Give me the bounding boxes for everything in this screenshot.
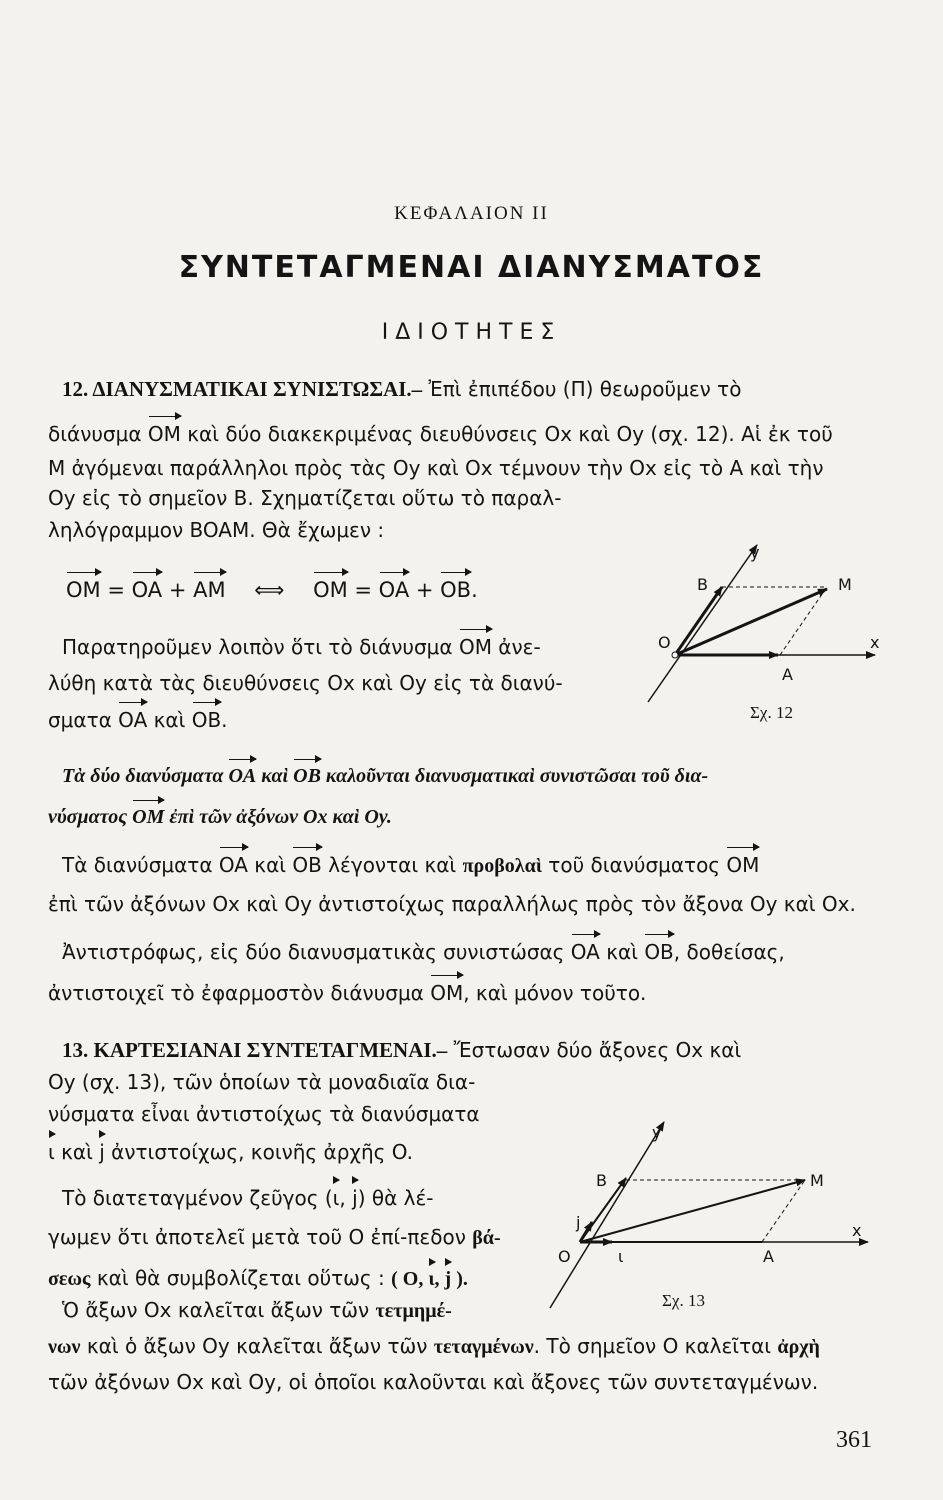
section-13-line-2: Oy (σχ. 13), τῶν ὁποίων τὰ μοναδιαῖα δια- xyxy=(48,1070,476,1094)
fig12-label-a: A xyxy=(782,665,793,684)
projections-line-1: Τὰ διανύσματα OA καὶ OB λέγονται καὶ προβολαὶ τοῦ διανύσματος OM xyxy=(62,853,760,877)
section-12-para-2-line-2: λύθη κατὰ τὰς διευθύνσεις Ox καὶ Oy εἰς τὰ διανύ- xyxy=(48,671,563,695)
fig13-label-b: B xyxy=(596,1171,607,1190)
section-12-line-2: διάνυσμα OM καὶ δύο διακεκριμένας διευθύνσεις Ox καὶ Oy (σχ. 12). Αἱ ἐκ τοῦ xyxy=(48,422,833,446)
fig13-label-i: ι xyxy=(618,1247,624,1266)
fig13-label-m: M xyxy=(810,1171,824,1190)
chapter-label: ΚΕΦΑΛΑΙΟΝ ΙΙ xyxy=(394,203,549,224)
fig12-label-x: x xyxy=(870,633,880,652)
fig13-label-x: x xyxy=(852,1221,862,1240)
section-12-para-2-line-3: σματα OA καὶ OB. xyxy=(48,708,228,732)
definition-line-2: νύσματος OM ἐπὶ τῶν ἀξόνων Ox καὶ Oy. xyxy=(48,806,392,828)
definition-line-1: Τὰ δύο διανύσματα OA καὶ OB καλοῦνται διανυσματικαὶ συνιστῶσαι τοῦ δια- xyxy=(62,765,709,787)
section-13-line-8: Ὁ ἄξων Ox καλεῖται ἄξων τῶν τετμημέ- xyxy=(62,1298,452,1322)
fig12-label-y: y xyxy=(750,543,760,562)
section-12-line-4: Oy εἰς τὸ σημεῖον B. Σχηματίζεται οὕτω τὸ παραλ- xyxy=(48,486,562,510)
section-12-line-5: ληλόγραμμον BOAM. Θὰ ἔχωμεν : xyxy=(48,518,385,542)
section-12-line-1: 12. ΔΙΑΝΥΣΜΑΤΙΚΑΙ ΣΥΝΙΣΤΩΣΑΙ.– Ἐπὶ ἐπιπέδου (Π) θεωροῦμεν τὸ xyxy=(62,377,742,401)
section-13-line-3: νύσματα εἶναι ἀντιστοίχως τὰ διανύσματα xyxy=(48,1102,480,1126)
fig13-label-o: O xyxy=(558,1247,571,1266)
fig13-caption: Σχ. 13 xyxy=(662,1291,705,1310)
vector-equation: OM = OA + AM ⟺ OM = OA + OB. xyxy=(66,578,478,602)
fig13-label-y: y xyxy=(652,1123,662,1142)
fig12-label-b: B xyxy=(697,575,708,594)
fig13-label-a: A xyxy=(763,1247,774,1266)
section-12-para-2-line-1: Παρατηροῦμεν λοιπὸν ὅτι τὸ διάνυσμα OM ἀνε- xyxy=(62,635,541,659)
section-13-line-1: 13. ΚΑΡΤΕΣΙΑΝΑΙ ΣΥΝΤΕΤΑΓΜΕΝΑΙ.– Ἔστωσαν δύο ἄξονες Ox καὶ xyxy=(62,1038,742,1062)
section-13-line-4: ι καὶ j ἀντιστοίχως, κοινῆς ἀρχῆς O. xyxy=(48,1140,414,1164)
page-number: 361 xyxy=(836,1427,872,1453)
section-13-line-6: γωμεν ὅτι ἀποτελεῖ μετὰ τοῦ O ἐπί-πεδον βά- xyxy=(48,1225,501,1249)
section-12-line-3: M ἀγόμεναι παράλληλοι πρὸς τὰς Oy καὶ Ox τέμνουν τὴν Ox εἰς τὸ A καὶ τὴν xyxy=(48,456,824,480)
chapter-title: ΣΥΝΤΕΤΑΓΜΕΝΑΙ ΔΙΑΝΥΣΜΑΤΟΣ xyxy=(178,250,765,285)
section-13-line-10: τῶν ἀξόνων Ox καὶ Oy, οἱ ὁποῖοι καλοῦνται καὶ ἄξονες τῶν συντεταγμένων. xyxy=(48,1370,819,1394)
fig13-vector-om xyxy=(580,1180,805,1242)
projections-line-2: ἐπὶ τῶν ἀξόνων Ox καὶ Oy ἀντιστοίχως παραλλήλως πρὸς τὸν ἄξονα Oy καὶ Ox. xyxy=(48,892,856,916)
section-13-line-9: νων καὶ ὁ ἄξων Oy καλεῖται ἄξων τῶν τεταγμένων. Τὸ σημεῖον O καλεῖται ἀρχὴ xyxy=(48,1334,820,1358)
fig13-y-axis xyxy=(550,1122,664,1308)
fig12-caption: Σχ. 12 xyxy=(750,703,793,722)
section-13-line-5: Τὸ διατεταγμένον ζεῦγος (ι, j) θὰ λέ- xyxy=(62,1186,434,1210)
chapter-subtitle: ΙΔΙΟΤΗΤΕΣ xyxy=(381,320,562,345)
fig12-label-m: M xyxy=(838,575,852,594)
section-12-heading: 12. ΔΙΑΝΥΣΜΑΤΙΚΑΙ ΣΥΝΙΣΤΩΣΑΙ.– xyxy=(62,377,423,401)
converse-line-2: ἀντιστοιχεῖ τὸ ἐφαρμοστὸν διάνυσμα OM, καὶ μόνον τοῦτο. xyxy=(48,981,647,1005)
converse-line-1: Ἀντιστρόφως, εἰς δύο διανυσματικὰς συνιστώσας OA καὶ OB, δοθείσας, xyxy=(62,940,785,964)
section-13-line-7: σεως καὶ θὰ συμβολίζεται οὕτως : ( O, ι, j ). xyxy=(48,1266,468,1290)
fig13-label-j: j xyxy=(576,1213,581,1232)
fig12-label-o: O xyxy=(658,633,671,652)
vector-om: OM xyxy=(147,422,181,446)
section-13-heading: 13. ΚΑΡΤΕΣΙΑΝΑΙ ΣΥΝΤΕΤΑΓΜΕΝΑΙ.– xyxy=(62,1038,448,1062)
